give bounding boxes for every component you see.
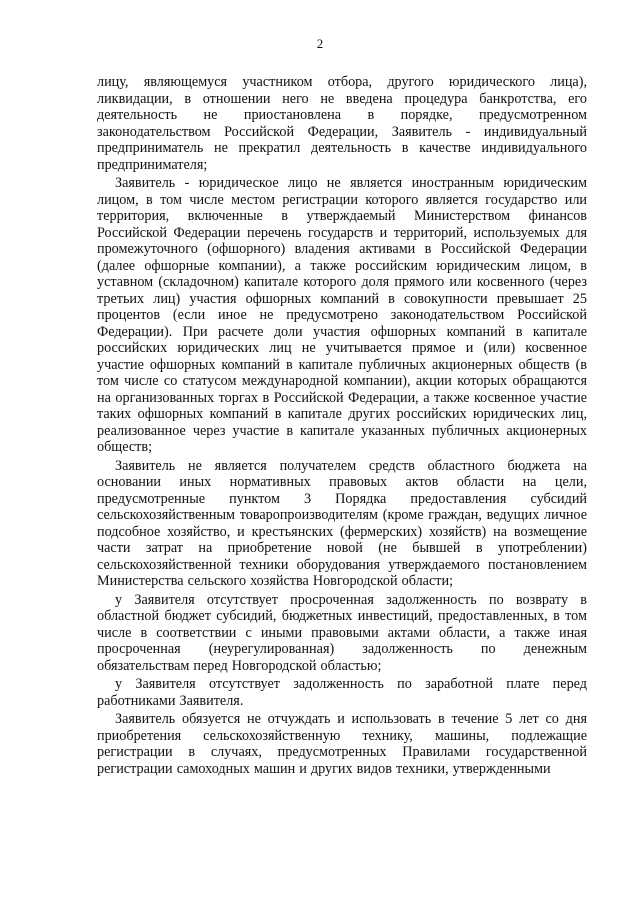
paragraph-offshore-status: Заявитель - юридическое лицо не является иностранным юридическим лицом, в том числе местом регистрации которого является государство или территория, включенные в утверждаемый Министерством финансов Российской Федерации перечень государств и территорий, используемых для промежуточного (офшорного) владения активами в Российской Федерации (далее офшорные компании), а также российским юридическим лицом, в уставном (складочном) капитале которого доля прямого или косвенного (через третьих лиц) участия офшорных компаний в совокупности превышает 25 процентов (если иное не предусмотрено законодательством Российской Федерации). При расчете доли участия офшорных компаний в капитале российских юридических лиц не учитывается прямое и (или) косвенное участие офшорных компаний в капитале публичных акционерных обществ (в том числе со статусом международной компании), акции которых обращаются на организованных торгах в Российской Федерации, а также косвенное участие таких офшорных компаний в капитале других российских юридических лиц, реализованное через участие в капитале указанных публичных акционерных обществ; — [97, 175, 587, 455]
document-body — [97, 74, 587, 779]
paragraph-overdue-debt: у Заявителя отсутствует просроченная задолженность по возврату в областной бюджет субсидий, бюджетных инвестиций, предоставленных, в том числе в соответствии с иными правовыми актами области, а также иная просроченная (неурегулированная) задолженность по денежным обязательствам перед Новгородской областью; — [97, 591, 587, 674]
paragraph-budget-recipient: Заявитель не является получателем средств областного бюджета на основании иных нормативных правовых актов области на цели, предусмотренные пунктом 3 Порядка предоставления субсидий сельскохозяйственным товаропроизводителям (кроме граждан, ведущих личное подсобное хозяйство, и крестьянских (фермерских) хозяйств) на возмещение части затрат на приобретение новой (не бывшей в употреблении) сельскохозяйственной техники оборудования утверждаемого постановлением Министерства сельского хозяйства Новгородской области; — [97, 457, 587, 589]
paragraph-obligation: Заявитель обязуется не отчуждать и использовать в течение 5 лет со дня приобретения сельскохозяйственную технику, машины, подлежащие регистрации в случаях, предусмотренных Правилами государственной регистрации самоходных машин и других видов техники, утвержденными — [97, 711, 587, 777]
paragraph-continuation: лицу, являющемуся участником отбора, другого юридического лица), ликвидации, в отношении него не введена процедура банкротства, его деятельность не приостановлена в порядке, предусмотренном законодательством Российской Федерации, Заявитель - индивидуальный предприниматель не прекратил деятельность в качестве индивидуального предпринимателя; — [97, 74, 587, 173]
paragraph-wage-arrears: у Заявителя отсутствует задолженность по заработной плате перед работниками Заявителя. — [97, 676, 587, 709]
page-number: 2 — [316, 36, 324, 51]
